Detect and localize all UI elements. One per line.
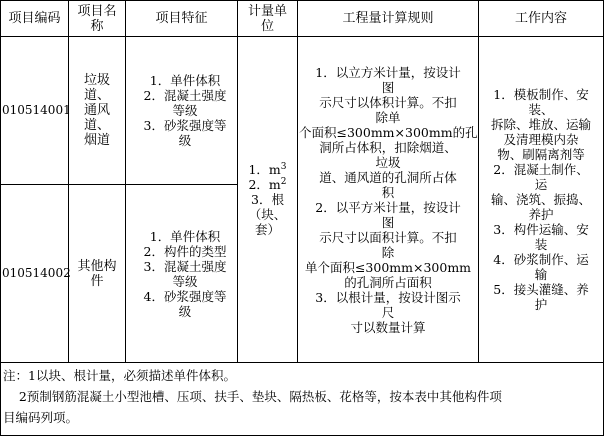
header-unit-line-2: 位 [260,18,274,34]
header-row [1,1,604,37]
rule-line: 垃圾 [375,154,401,170]
row-2-code: 010514002 [1,185,69,363]
row-1-name-line: 道、 [83,118,110,133]
unit-line-2 [239,177,296,192]
row-1-feature-line: 2．混凝土强度 [143,88,227,103]
work-line: 2．混凝土制作、 [493,162,589,177]
notes-cell [1,363,604,436]
work-line: 护 [534,297,548,312]
row-1-features [126,37,238,185]
row-2-feature-line: 级 [178,303,192,319]
row-1-name-line: 垃圾 [83,73,110,88]
row-1-feature-line: 3．砂浆强度等 [143,118,227,133]
header-work: 工作内容 [479,1,604,37]
rule-line: 除单 [375,109,401,125]
rule-line: 的孔洞所占面积 [344,274,432,290]
rule-line: 积 [381,184,395,200]
rule-line: 图 [381,214,395,230]
rule-line: 道、通风道的孔洞所占体 [319,169,457,185]
notes-row [1,363,604,436]
header-code: 项目编码 [1,1,69,37]
row-2-feature-line: 2．构件的类型 [143,243,227,259]
rule-line: 示尺寸以面积计算。不扣 [319,229,457,245]
table-row [1,37,604,185]
row-1-feature-line: 等级 [172,103,198,118]
rule-line: 图 [381,79,395,95]
work-line: 物、刷隔离剂等 [497,147,585,162]
row-2-feature-line: 1．单件体积 [149,228,221,244]
row-1-feature-line: 级 [178,133,192,148]
rule-line: 个面积≤300mm×300mm的孔 [299,124,478,140]
header-name-line-2: 称 [90,18,104,34]
row-2-name-line: 件 [90,273,104,289]
note-line-3: 目编码列项。 [3,410,79,425]
work-line: 3．构件运输、安 [493,222,589,237]
work-line: 养护 [528,207,554,222]
row-1-name-line: 通风 [83,103,110,118]
header-unit-line-1: 计量单 [247,3,287,19]
work-line: 及清理模内杂 [503,132,579,147]
unit-line-3: 3．根 [251,192,284,207]
row-2-feature-line: 等级 [172,273,198,289]
rule-line: 1．以立方米计量，按设计 [315,64,461,80]
work-line: 装 [534,237,548,252]
work-line: 输 [534,267,548,282]
unit-m3-text: 1．m [248,162,281,177]
row-2-name-line: 其他构 [77,258,117,274]
rule-line: 除 [381,244,395,260]
header-name-line-1: 项目名 [77,3,117,19]
work-line: 运 [534,177,548,192]
rule-line: 洞所占体积，扣除烟道、 [319,139,457,155]
header-name [69,1,126,37]
row-2-feature-line: 3．混凝土强度 [143,258,227,274]
unit-line-4: （块、 [248,207,287,222]
rule-line: 尺 [381,304,395,320]
work-line: 拆除、堆放、运输 [490,117,591,132]
row-2-features [126,185,238,363]
row-2-feature-line: 4．砂浆强度等 [143,288,227,304]
rule-line: 寸以数量计算 [350,319,426,335]
unit-m2-sup: 2 [280,176,287,187]
work-line: 4．砂浆制作、运 [493,252,589,267]
row-1-feature-line: 1．单件体积 [149,73,221,88]
rule-line: 3．以根计量，按设计图示 [315,289,461,305]
header-rules: 工程量计算规则 [298,1,479,37]
work-line: 装、 [528,102,554,117]
work-line: 5．接头灌缝、养 [493,282,589,297]
rule-line: 单个面积≤300mm×300mm [304,259,472,275]
note-line-1: 注：1以块、根计量，必须描述单件体积。 [3,368,236,383]
work-line: 输、浇筑、振捣、 [490,192,591,207]
work-cell [479,37,604,363]
rule-line: 示尺寸以体积计算。不扣 [319,94,457,110]
work-line: 1．模板制作、安 [493,87,589,102]
unit-cell [238,37,298,363]
row-1-name [69,37,126,185]
unit-line-5: 套） [254,222,280,237]
unit-line-1 [239,162,296,177]
header-features: 项目特征 [126,1,238,37]
unit-m2-text: 2．m [248,177,281,192]
row-1-name-line: 道、 [83,88,110,103]
row-2-name [69,185,126,363]
header-unit [238,1,298,37]
unit-m3-sup: 3 [280,161,287,172]
rule-line: 2．以平方米计量，按设计 [315,199,461,215]
row-1-code: 010514001 [1,37,69,185]
row-1-name-line: 烟道 [83,133,110,148]
note-line-2: 2预制钢筋混凝土小型池槽、压项、扶手、垫块、隔热板、花格等，按本表中其他构件项 [3,389,502,404]
rules-cell [298,37,479,363]
